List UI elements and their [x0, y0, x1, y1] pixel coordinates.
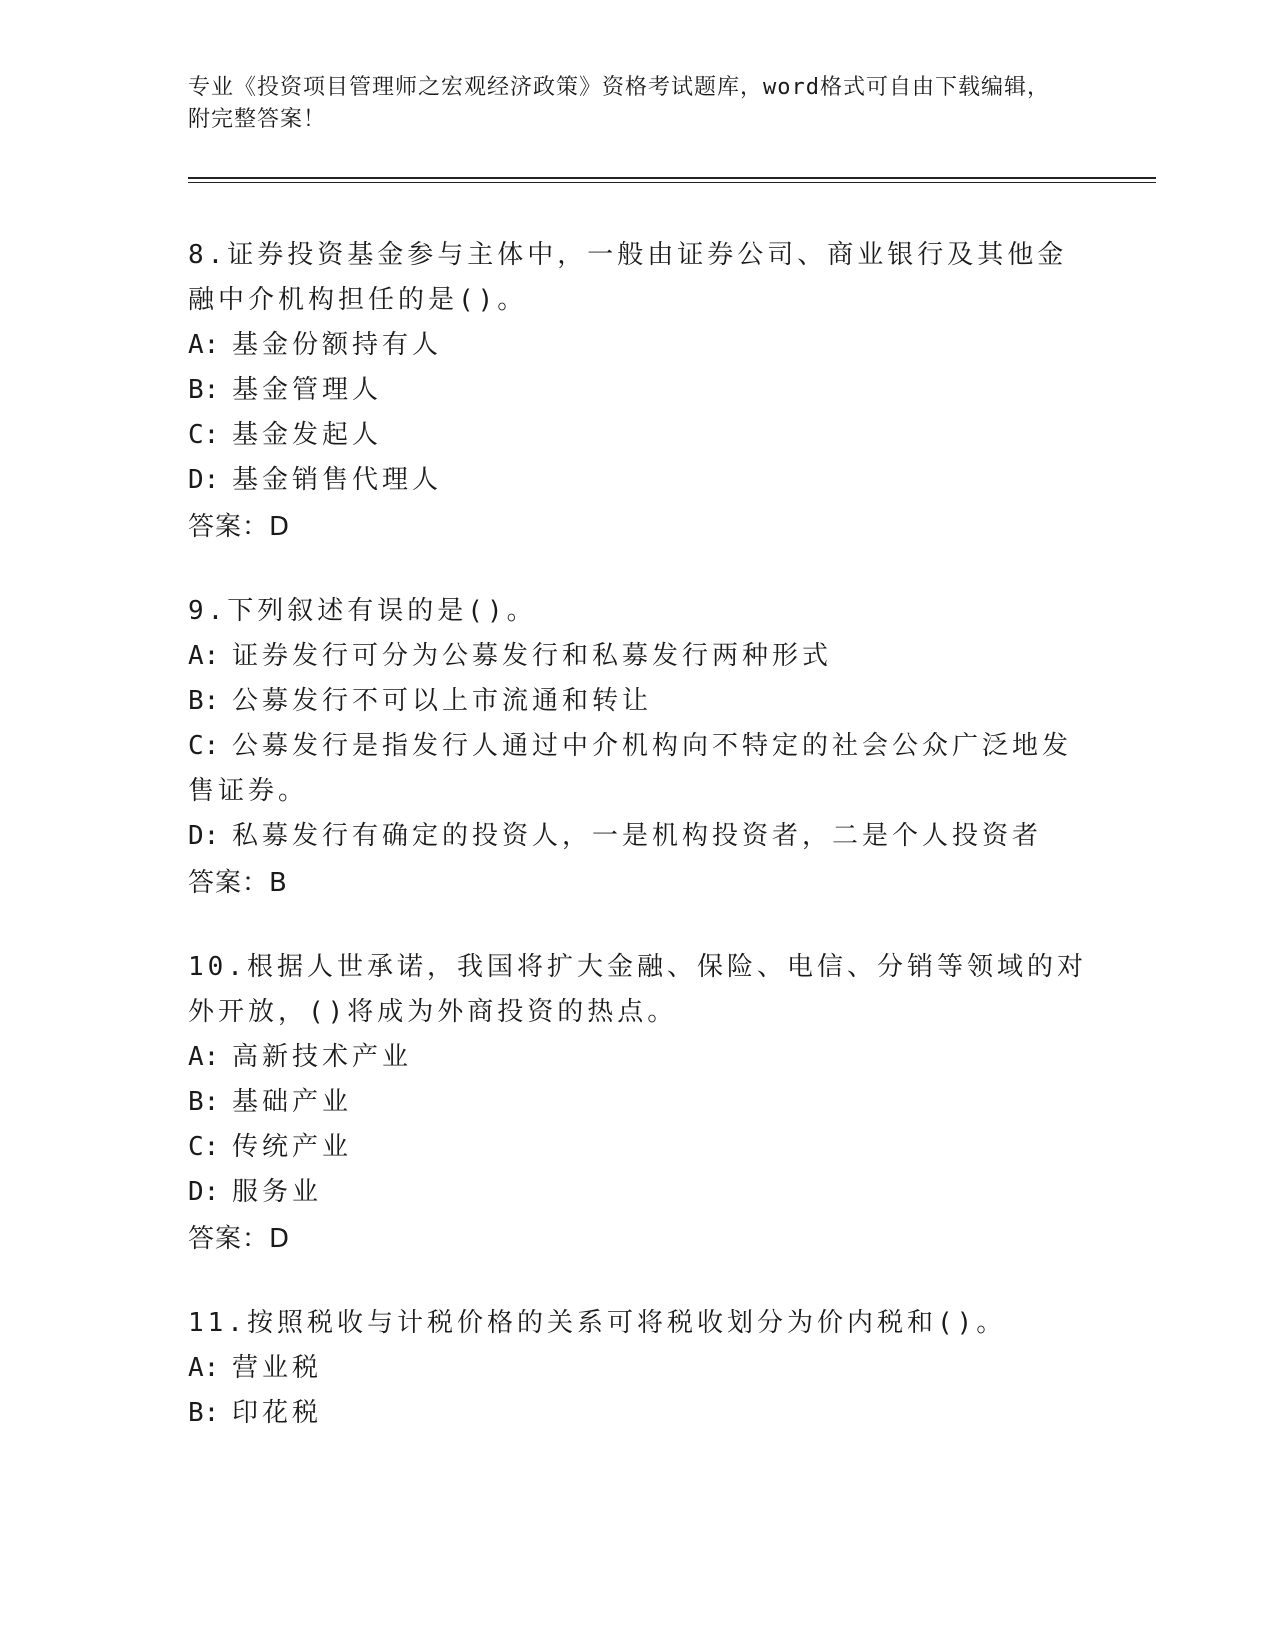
option-b [188, 368, 1088, 413]
question-stem: 9.下列叙述有误的是()。 [188, 596, 537, 626]
option-text: 公募发行不可以上市流通和转让 [232, 686, 653, 716]
option-text: 基金销售代理人 [232, 465, 443, 495]
option-label: D: [188, 1177, 220, 1207]
answer: 答案：B [188, 868, 288, 898]
answer: 答案：D [188, 512, 291, 542]
option-label: C: [188, 420, 220, 450]
option-d [188, 458, 1088, 503]
option-label: A: [188, 1042, 220, 1072]
document-header: 专业《投资项目管理师之宏观经济政策》资格考试题库，word格式可自由下载编辑，附完整答案！ [188, 75, 1050, 132]
option-a [188, 634, 1088, 679]
option-c [188, 1125, 1088, 1170]
option-text: 基金管理人 [232, 375, 383, 405]
option-label: C: [188, 1132, 220, 1162]
option-a [188, 1346, 1088, 1391]
header-divider-thick [188, 177, 1156, 179]
option-text: 私募发行有确定的投资人，一是机构投资者，二是个人投资者 [232, 821, 1043, 851]
question-stem: 10.根据人世承诺，我国将扩大金融、保险、电信、分销等领域的对外开放，()将成为外商投资的热点。 [188, 952, 1087, 1027]
option-text: 服务业 [232, 1177, 323, 1207]
option-text: 证券发行可分为公募发行和私募发行两种形式 [232, 641, 833, 671]
option-text: 传统产业 [232, 1132, 353, 1162]
option-b [188, 1080, 1088, 1125]
option-a [188, 1035, 1088, 1080]
question-list [188, 233, 1088, 1474]
option-label: D: [188, 821, 220, 851]
option-label: C: [188, 731, 220, 761]
option-label: B: [188, 1398, 220, 1428]
option-b [188, 679, 1088, 724]
header-divider-thin [188, 182, 1156, 183]
option-text: 印花税 [232, 1398, 323, 1428]
option-label: A: [188, 641, 220, 671]
option-text: 基础产业 [232, 1087, 353, 1117]
question-8 [188, 233, 1088, 551]
option-text: 公募发行是指发行人通过中介机构向不特定的社会公众广泛地发售证券。 [188, 731, 1073, 806]
question-11 [188, 1301, 1088, 1436]
option-c [188, 724, 1088, 814]
option-a [188, 323, 1088, 368]
option-text: 营业税 [232, 1353, 323, 1383]
question-stem: 11.按照税收与计税价格的关系可将税收划分为价内税和()。 [188, 1308, 1007, 1338]
option-d [188, 1170, 1088, 1215]
option-label: D: [188, 465, 220, 495]
option-text: 高新技术产业 [232, 1042, 413, 1072]
question-9 [188, 589, 1088, 907]
option-c [188, 413, 1088, 458]
question-10 [188, 945, 1088, 1263]
option-label: B: [188, 1087, 220, 1117]
option-label: A: [188, 1353, 220, 1383]
option-text: 基金发起人 [232, 420, 383, 450]
option-b [188, 1391, 1088, 1436]
option-label: B: [188, 686, 220, 716]
option-d [188, 814, 1088, 859]
option-label: A: [188, 330, 220, 360]
option-text: 基金份额持有人 [232, 330, 443, 360]
answer: 答案：D [188, 1224, 291, 1254]
option-label: B: [188, 375, 220, 405]
question-stem: 8.证券投资基金参与主体中，一般由证券公司、商业银行及其他金融中介机构担任的是()。 [188, 240, 1068, 315]
